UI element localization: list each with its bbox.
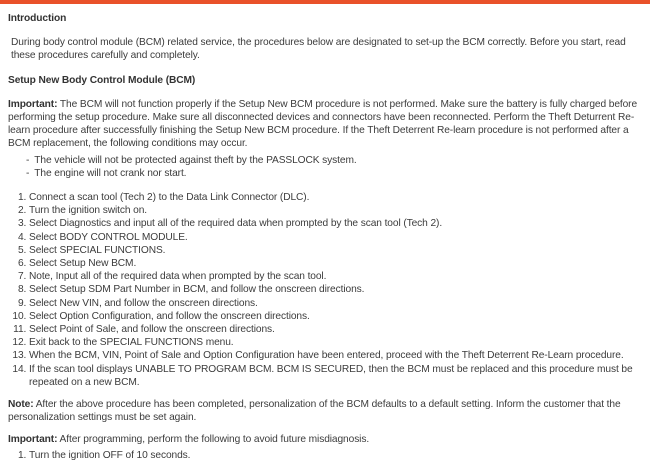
procedure-step: 2. Turn the ignition switch on. [29,204,646,217]
procedure-step: 7. Note, Input all of the required data when prompted by the scan tool. [29,270,646,283]
procedure-step: 12. Exit back to the SPECIAL FUNCTIONS menu. [29,336,646,349]
procedure-step: 10. Select Option Configuration, and follow the onscreen directions. [29,310,646,323]
setup-important-paragraph [8,98,646,151]
procedure-step: 4. Select BODY CONTROL MODULE. [29,231,646,244]
important-label: Important: [8,98,58,110]
document-content [0,4,650,462]
post-important-label: Important: [8,434,58,446]
condition-item: - The engine will not crank nor start. [26,167,646,180]
condition-item: - The vehicle will not be protected against theft by the PASSLOCK system. [26,154,646,167]
procedure-step: 14. If the scan tool displays UNABLE TO PROGRAM BCM. BCM IS SECURED, then the BCM must be replaced and this procedure must be repeated on a new BCM. [29,363,646,389]
post-important-text: After programming, perform the following to avoid future misdiagnosis. [59,434,370,446]
procedure-step: 9. Select New VIN, and follow the onscreen directions. [29,297,646,310]
note-label: Note: [8,399,34,411]
post-procedure-step: 1. Turn the ignition OFF of 10 seconds. [29,449,646,462]
post-important-paragraph [8,433,646,446]
procedure-list [8,191,646,389]
procedure-step: 3. Select Diagnostics and input all of the required data when prompted by the scan tool (Tech 2). [29,217,646,230]
procedure-step: 8. Select Setup SDM Part Number in BCM, and follow the onscreen directions. [29,283,646,296]
note-text: After the above procedure has been completed, personalization of the BCM defaults to a default setting. Inform the customer that the personalization settings must be set again. [8,399,621,424]
post-procedure-list [8,449,646,462]
important-text: The BCM will not function properly if the Setup New BCM procedure is not performed. Make sure the battery is fully charged before performing the setup procedure. Make sure all disconnected devices and connectors have been reconnected. Perform the Theft Deturrent Re-learn procedure after successfully finishing the Setup New BCM procedure. If the Theft Deterrent Re-learn procedure is not performed after a BCM replacement, the following conditions may occur. [8,98,638,150]
procedure-step: 5. Select SPECIAL FUNCTIONS. [29,244,646,257]
procedure-step: 13. When the BCM, VIN, Point of Sale and Option Configuration have been entered, proceed with the Theft Deterrent Re-Learn procedure. [29,349,646,362]
note-paragraph [8,398,646,424]
condition-list [8,154,646,180]
intro-heading: Introduction [8,13,67,24]
procedure-step: 6. Select Setup New BCM. [29,257,646,270]
intro-paragraph: During body control module (BCM) related service, the procedures below are designated to set-up the BCM correctly. Before you start, read these procedures carefully and completely. [11,37,626,62]
procedure-step: 11. Select Point of Sale, and follow the onscreen directions. [29,323,646,336]
procedure-step: 1. Connect a scan tool (Tech 2) to the Data Link Connector (DLC). [29,191,646,204]
setup-heading: Setup New Body Control Module (BCM) [8,74,196,86]
